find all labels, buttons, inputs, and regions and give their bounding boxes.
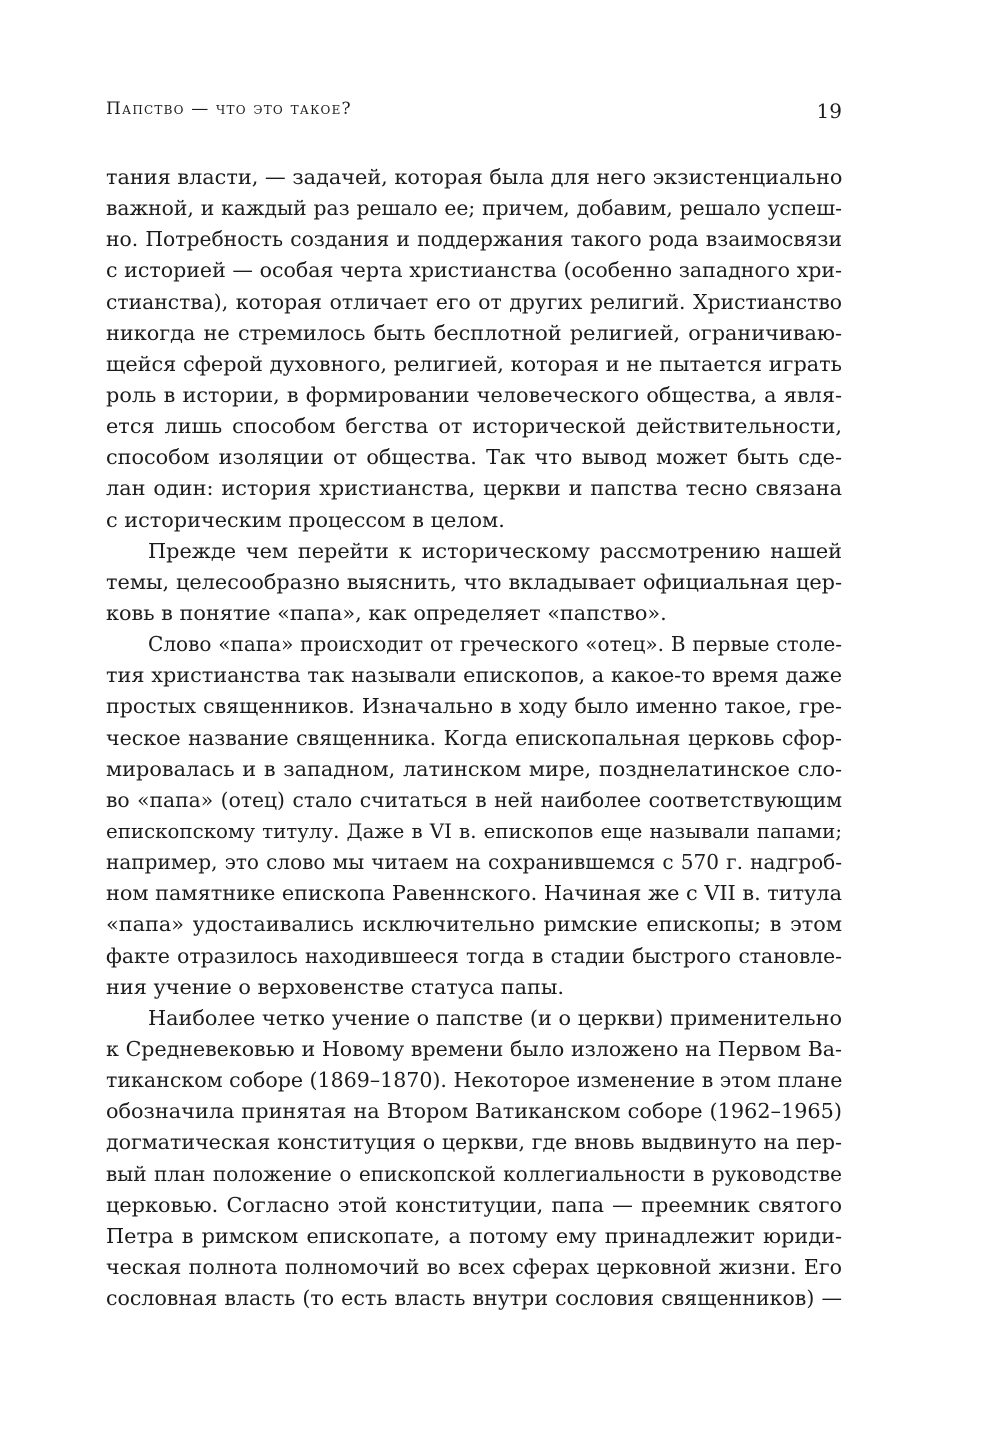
text-line: способом изоляции от общества. Так что вывод может быть сде- <box>106 445 842 470</box>
text-line: например, это слово мы читаем на сохранившемся с 570 г. надгроб- <box>106 850 842 875</box>
text-line: тания власти, — задачей, которая была для него экзистенциально <box>106 165 843 189</box>
running-head-title: Папство — что это такое? <box>106 99 352 119</box>
text-line: во «папа» (отец) стало считаться в ней наиболее соответствующим <box>106 787 842 812</box>
text-line: догматическая конституция о церкви, где вновь выдвинуто на пер- <box>106 1130 842 1155</box>
text-line: сословная власть (то есть власть внутри сословия священников) — <box>106 1286 842 1311</box>
text-line: с историей — особая черта христианства (особенно западного хри- <box>106 258 842 283</box>
text-line: ческое название священника. Когда епископальная церковь сфор- <box>106 725 842 750</box>
text-line: Наиболее четко учение о папстве (и о церкви) применительно <box>148 1005 842 1030</box>
text-line: лан один: история христианства, церкви и папства тесно связана <box>106 476 842 501</box>
text-line: к Средневековью и Новому времени было изложено на Первом Ва- <box>106 1036 842 1061</box>
text-line: с историческим процессом в целом. <box>106 507 505 532</box>
text-line: важной, и каждый раз решало ее; причем, добавим, решало успеш- <box>106 196 842 221</box>
text-line: факте отразилось находившееся тогда в стадии быстрого становле- <box>106 943 842 968</box>
text-line: но. Потребность создания и поддержания такого рода взаимосвязи <box>106 227 842 252</box>
running-head <box>106 99 842 129</box>
text-line: «папа» удостаивались исключительно римские епископы; в этом <box>106 912 842 937</box>
text-line: епископскому титулу. Даже в VI в. епископов еще называли папами; <box>106 819 842 843</box>
text-line: тиканском соборе (1869–1870). Некоторое изменение в этом плане <box>106 1068 843 1093</box>
text-line: церковью. Согласно этой конституции, папа — преемник святого <box>106 1192 842 1217</box>
text-line: ческая полнота полномочий во всех сферах церковной жизни. Его <box>106 1254 842 1279</box>
text-line: тия христианства так называли епископов, а какое-то время даже <box>106 663 842 688</box>
text-line: ется лишь способом бегства от исторической действительности, <box>106 414 842 439</box>
text-line: вый план положение о епископской коллегиальности в руководстве <box>106 1161 842 1186</box>
text-line: стианства), которая отличает его от других религий. Христианство <box>106 289 842 314</box>
text-line: простых священников. Изначально в ходу было именно такое, гре- <box>106 694 842 719</box>
text-line: мировалась и в западном, латинском мире, позднелатинское сло- <box>106 756 842 781</box>
text-line: Слово «папа» происходит от греческого «отец». В первые столе- <box>148 632 842 657</box>
text-line: Прежде чем перейти к историческому рассмотрению нашей <box>148 538 842 563</box>
text-line: щейся сферой духовного, религией, которая и не пытается играть <box>106 351 842 376</box>
text-line: Петра в римском епископате, а потому ему принадлежит юриди- <box>106 1223 842 1248</box>
text-line: ния учение о верховенстве статуса папы. <box>106 974 564 999</box>
body-text <box>106 162 842 1314</box>
text-line: ном памятнике епископа Равеннского. Начиная же с VII в. титула <box>106 881 843 906</box>
text-line: никогда не стремилось быть бесплотной религией, ограничиваю- <box>106 320 842 345</box>
text-line: обозначила принятая на Втором Ватиканском соборе (1962–1965) <box>106 1099 842 1124</box>
text-line: роль в истории, в формировании человеческого общества, а явля- <box>106 382 842 407</box>
page-number: 19 <box>816 99 842 123</box>
text-line: ковь в понятие «папа», как определяет «папство». <box>106 600 667 625</box>
text-line: темы, целесообразно выяснить, что вкладывает официальная цер- <box>106 569 842 594</box>
